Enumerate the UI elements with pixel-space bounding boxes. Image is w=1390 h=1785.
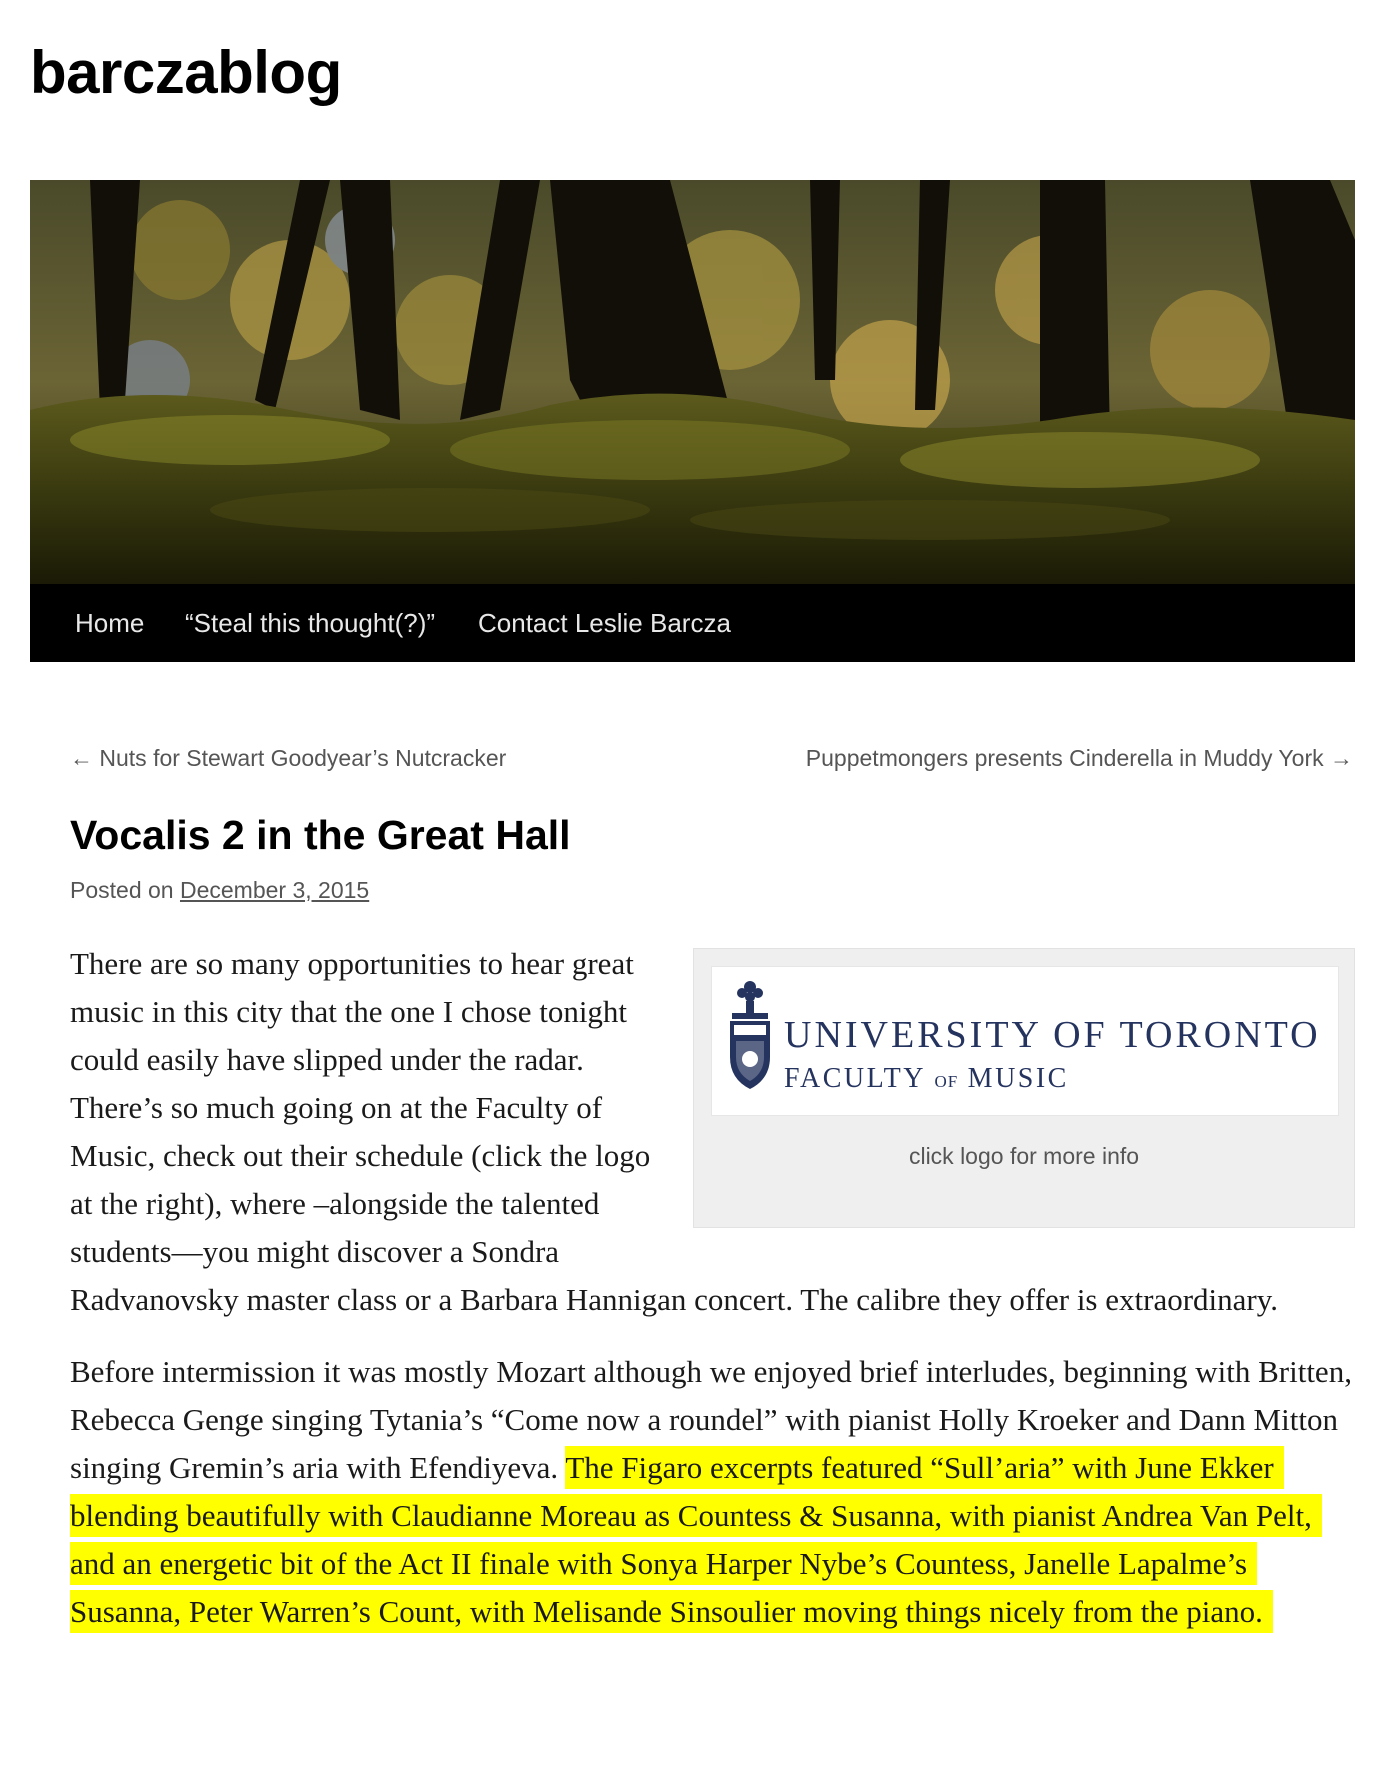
header-forest-image [30,180,1355,584]
paragraph-1: There are so many opportunities to hear great music in this city that the one I chose tonight could easily have slipped under the radar. There’s so much going on at the Faculty of Music, check out their schedule (click the logo at the right), where –alongside the talented students—you might discover a Sondra Radvanovsky master class or a Barbara Hannigan concert. The calibre they offer is extraordinary. [70,946,1278,1317]
post-title: Vocalis 2 in the Great Hall [70,812,571,858]
logo-music-word: MUSIC [967,1063,1069,1094]
posted-on-label: Posted on [70,877,174,903]
previous-post-link[interactable]: ← Nuts for Stewart Goodyear’s Nutcracker [70,745,507,771]
main-nav [30,584,1355,662]
logo-faculty-word: FACULTY [784,1063,925,1094]
logo-caption: click logo for more info [908,1143,1140,1169]
logo-of-word: OF [934,1072,959,1091]
logo-university-text: UNIVERSITY OF TORONTO [784,1014,1321,1056]
site-title[interactable]: barczablog [30,39,342,106]
logo-faculty-text [784,1055,1069,1106]
highlighted-text: The Figaro excerpts featured “Sull’aria” with June Ekker blending beautifully with Claudianne Moreau as Countess & Susanna, with pianist Andrea Van Pelt, and an energetic bit of the Act II finale with Sonya Harper Nybe’s Countess, Janelle Lapalme’s Susanna, Peter Warren’s Count, with Melisande Sinsoulier moving things nicely from the piano. [70,1446,1322,1633]
paragraph-2 [70,1348,1355,1636]
nav-item-steal-this-thought[interactable]: “Steal this thought(?)” [185,608,436,638]
nav-item-contact[interactable]: Contact Leslie Barcza [478,608,731,638]
faculty-logo-box [693,948,1355,1228]
faculty-logo[interactable] [711,966,1339,1116]
post-date-link[interactable]: December 3, 2015 [179,877,370,903]
nav-item-home[interactable]: Home [75,608,145,638]
post-content [70,940,1355,1660]
post-meta [70,877,369,904]
next-post-link[interactable]: Puppetmongers presents Cinderella in Muddy York → [805,745,1353,771]
university-crest-icon [722,979,778,1099]
paragraph-2-text: Before intermission it was mostly Mozart although we enjoyed brief interludes, beginning with Britten, Rebecca Genge singing Tytania’s “Come now a roundel” with pianist Holly Kroeker and Dann Mitton singing Gremin’s aria with Efendiyeva. [70,1354,1352,1485]
